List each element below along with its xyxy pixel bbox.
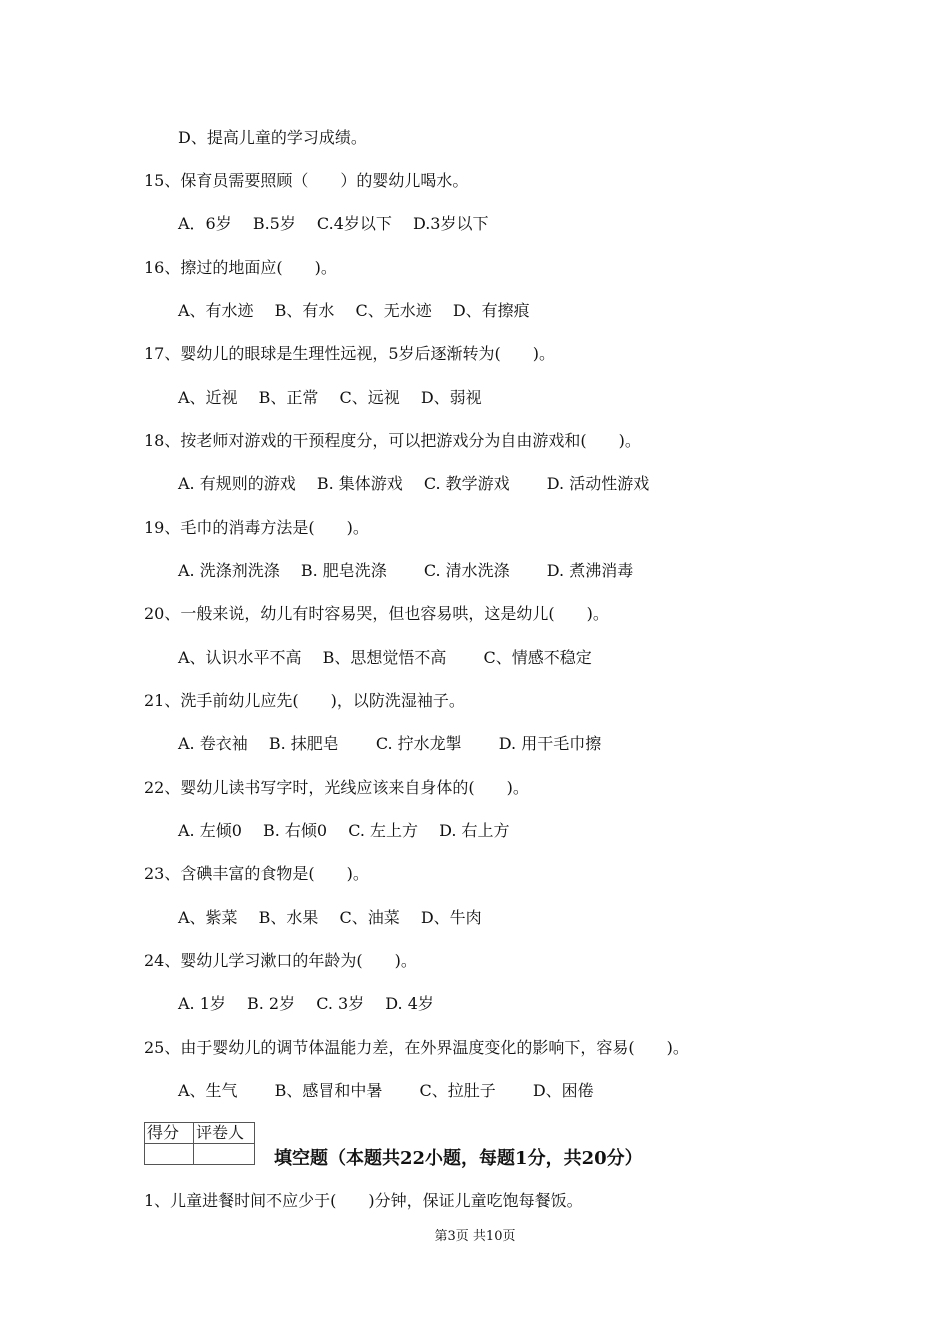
question-text: 22、婴幼儿读书写字时，光线应该来自身体的( )。	[144, 778, 529, 797]
answer-options: A、有水迹 B、有水 C、无水迹 D、有擦痕	[178, 301, 530, 320]
score-cell	[145, 1144, 194, 1165]
question-text: 18、按老师对游戏的干预程度分，可以把游戏分为自由游戏和( )。	[144, 431, 641, 450]
answer-options: A、认识水平不高 B、思想觉悟不高 C、情感不稳定	[178, 648, 592, 667]
score-table	[144, 1122, 255, 1165]
grader-cell	[194, 1144, 255, 1165]
question-text: 15、保育员需要照顾（ ）的婴幼儿喝水。	[144, 171, 469, 190]
page-footer: 第3页 共10页	[434, 1229, 516, 1244]
answer-options: A、近视 B、正常 C、远视 D、弱视	[178, 388, 482, 407]
question-text: 24、婴幼儿学习漱口的年龄为( )。	[144, 951, 417, 970]
question-text: 23、含碘丰富的食物是( )。	[144, 864, 369, 883]
question-text: 16、擦过的地面应( )。	[144, 258, 337, 277]
answer-options: A. 左倾0 B. 右倾0 C. 左上方 D. 右上方	[178, 821, 510, 840]
question-text: 25、由于婴幼儿的调节体温能力差，在外界温度变化的影响下，容易( )。	[144, 1038, 689, 1057]
answer-options: A. 1岁 B. 2岁 C. 3岁 D. 4岁	[178, 994, 434, 1013]
answer-options: A. 洗涤剂洗涤 B. 肥皂洗涤 C. 清水洗涤 D. 煮沸消毒	[178, 561, 634, 580]
section-title: 填空题（本题共22小题，每题1分，共20分）	[274, 1148, 643, 1169]
answer-options: A. 卷衣袖 B. 抹肥皂 C. 拧水龙掣 D. 用干毛巾擦	[178, 734, 602, 753]
score-header: 得分	[145, 1123, 194, 1144]
answer-options: A. 有规则的游戏 B. 集体游戏 C. 教学游戏 D. 活动性游戏	[178, 474, 650, 493]
grader-header: 评卷人	[194, 1123, 255, 1144]
answer-options: A．6岁 B.5岁 C.4岁以下 D.3岁以下	[178, 214, 489, 233]
question-text: 21、洗手前幼儿应先( )，以防洗湿袖子。	[144, 691, 465, 710]
answer-options: A、紫菜 B、水果 C、油菜 D、牛肉	[178, 908, 482, 927]
answer-options: D、提高儿童的学习成绩。	[178, 128, 367, 147]
answer-options: A、生气 B、感冒和中暑 C、拉肚子 D、困倦	[178, 1081, 594, 1100]
question-text: 20、一般来说，幼儿有时容易哭，但也容易哄，这是幼儿( )。	[144, 604, 609, 623]
question-text: 19、毛巾的消毒方法是( )。	[144, 518, 369, 537]
question-text: 17、婴幼儿的眼球是生理性远视，5岁后逐渐转为( )。	[144, 344, 556, 363]
question-text: 1、儿童进餐时间不应少于( )分钟，保证儿童吃饱每餐饭。	[144, 1191, 583, 1210]
